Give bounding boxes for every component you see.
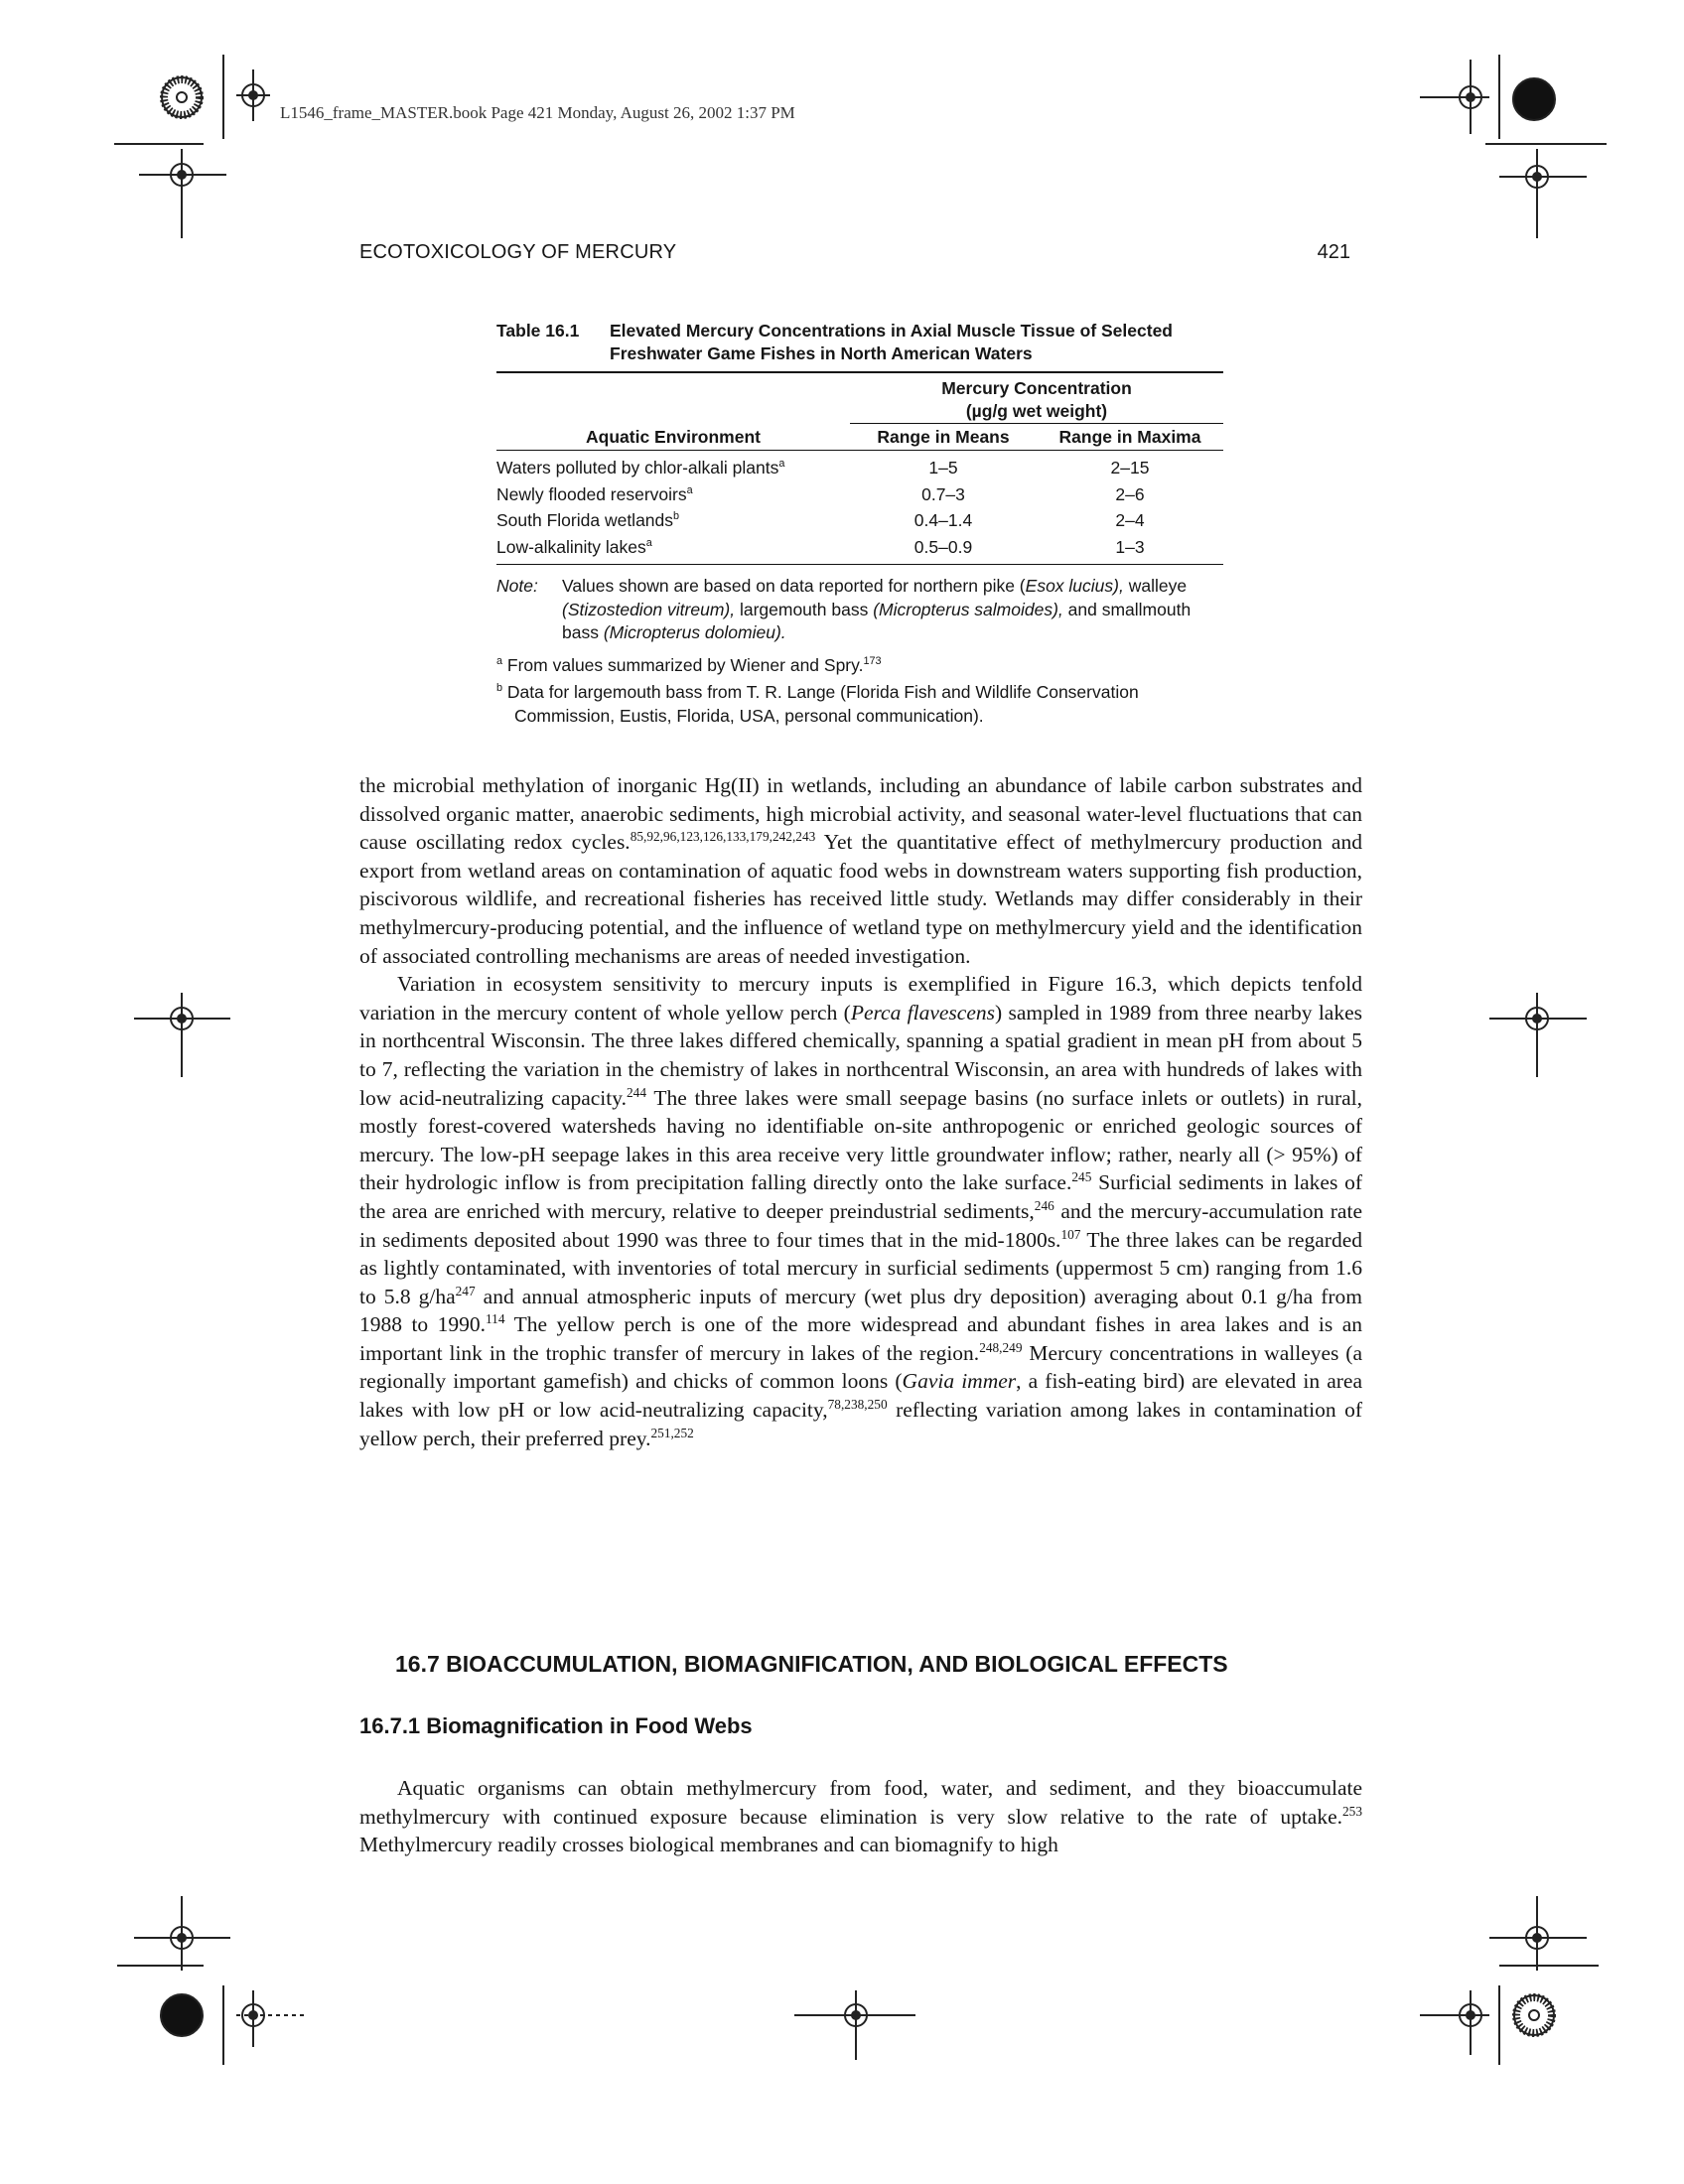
footnote-a: $^a$ From values summarized by Wiener and Spry.$^{173}$ (496, 654, 882, 675)
body-text-continued (359, 1774, 1362, 1859)
paragraph: Aquatic organisms can obtain methylmercury from food, water, and sediment, and they bioaccumulate methylmercury with continued exposure because elimination is very slow relative to the rate of uptake.$^{253}$ Methylmercury readily crosses biological membranes and can biomagnify to high (359, 1776, 1362, 1857)
table-row: Waters polluted by chlor-alkali plants$^a$ 1–5 2–15 (496, 458, 1150, 478)
body-text (359, 771, 1362, 1452)
footnote-b: $^b$ Data for largemouth bass from T. R. Lange (Florida Fish and Wildlife Conservation Commission, Eustis, Florida, USA, personal communication). (496, 682, 1139, 726)
table-row: Low-alkalinity lakes$^a$ 0.5–0.9 1–3 (496, 536, 1145, 557)
col-header-env: Aquatic Environment (586, 427, 761, 447)
table-note: Note: Values shown are based on data reported for northern pike (Esox lucius), walleye (Stizostedion vitreum), largemouth bass (Micropterus salmoides), and smallmouth bass (Micropterus dolomieu). (496, 576, 1192, 642)
table-title: Elevated Mercury Concentrations in Axial Muscle Tissue of Selected Freshwater Game Fishes in North American Waters (610, 321, 1173, 363)
page-number: 421 (1317, 241, 1350, 263)
table-row: Newly flooded reservoirs$^a$ 0.7–3 2–6 (496, 483, 1145, 504)
starburst-bottom-right-icon (1514, 1995, 1554, 2035)
table-number: Table 16.1 (496, 321, 580, 341)
starburst-top-left-icon (162, 77, 202, 117)
paragraph: the microbial methylation of inorganic Hg(II) in wetlands, including an abundance of labile carbon substrates and dissolved organic matter, anaerobic sediments, high microbial activity, and seasonal water-level fluctuations that can cause oscillating redox cycles.$^{85,92,96,123,126,133,179,242,243}$ Yet the quantitative effect of methylmercury production and export from wetland areas on contamination of aquatic food webs in downstream waters supporting fish production, piscivorous wildlife, and recreational fisheries has received little study. Wetlands may differ considerably in their methylmercury-producing potential, and the influence of wetland type on methylmercury yield and the identification of associated controlling mechanisms are areas of needed investigation. (359, 773, 1362, 968)
table-bottom-rule (496, 564, 1223, 565)
group-header-line2: (µg/g wet weight) (965, 401, 1108, 421)
table-caption (496, 320, 1223, 365)
table-16-1 (496, 320, 1223, 728)
group-header-line1: Mercury Concentration (941, 378, 1132, 398)
section-heading: 16.7 BIOACCUMULATION, BIOMAGNIFICATION, AND BIOLOGICAL EFFECTS (395, 1651, 1228, 1677)
col-header-max: Range in Maxima (1058, 427, 1201, 447)
subsection-heading: 16.7.1 Biomagnification in Food Webs (359, 1713, 753, 1738)
running-head: ECOTOXICOLOGY OF MERCURY (359, 241, 677, 263)
table-row: South Florida wetlands$^b$ 0.4–1.4 2–4 (496, 510, 1145, 530)
col-header-means: Range in Means (877, 427, 1010, 447)
paragraph: Variation in ecosystem sensitivity to mercury inputs is exemplified in Figure 16.3, which depicts tenfold variation in the mercury content of whole yellow perch (Perca flavescens) sampled in 1989 from three nearby lakes in northcentral Wisconsin. The three lakes differed chemically, spanning a spatial gradient in mean pH from about 5 to 7, reflecting the variation in the chemistry of lakes in northcentral Wisconsin, an area with hundreds of lakes with low acid-neutralizing capacity.$^{244}$ The three lakes were small seepage basins (no surface inlets or outlets) in rural, mostly forest-covered watersheds having no identifiable on-site anthropogenic or enriched geologic sources of mercury. The low-pH seepage lakes in this area receive very little groundwater inflow; rather, nearly all (> 95%) of their hydrologic inflow is from precipitation falling directly onto the lake surface.$^{245}$ Surficial sediments in lakes of the area are enriched with mercury, relative to deeper preindustrial sediments,$^{246}$ and the mercury-accumulation rate in sediments deposited about 1990 was three to four times that in the mid-1800s.$^{107}$ The three lakes can be regarded as lightly contaminated, with inventories of total mercury in surficial sediments (uppermost 5 cm) ranging from 1.6 to 5.8 $g/ha^{247}$ and annual atmospheric inputs of mercury (wet plus dry deposition) averaging about 0.1 g/ha from 1988 to 1990.$^{114}$ The yellow perch is one of the more widespread and abundant fishes in area lakes and is an important link in the trophic transfer of mercury in lakes of the region.$^{248,249}$ Mercury concentrations in walleyes (a regionally important gamefish) and chicks of common loons (Gavia immer, a fish-eating bird) are elevated in area lakes with low pH or low acid-neutralizing capacity,$^{78,238,250}$ reflecting variation among lakes in contamination of yellow perch, their preferred prey.$^{251,252}$ (359, 972, 1363, 1450)
mercury-table (496, 373, 1223, 560)
print-slug: L1546_frame_MASTER.book Page 421 Monday, August 26, 2002 1:37 PM (280, 103, 795, 122)
